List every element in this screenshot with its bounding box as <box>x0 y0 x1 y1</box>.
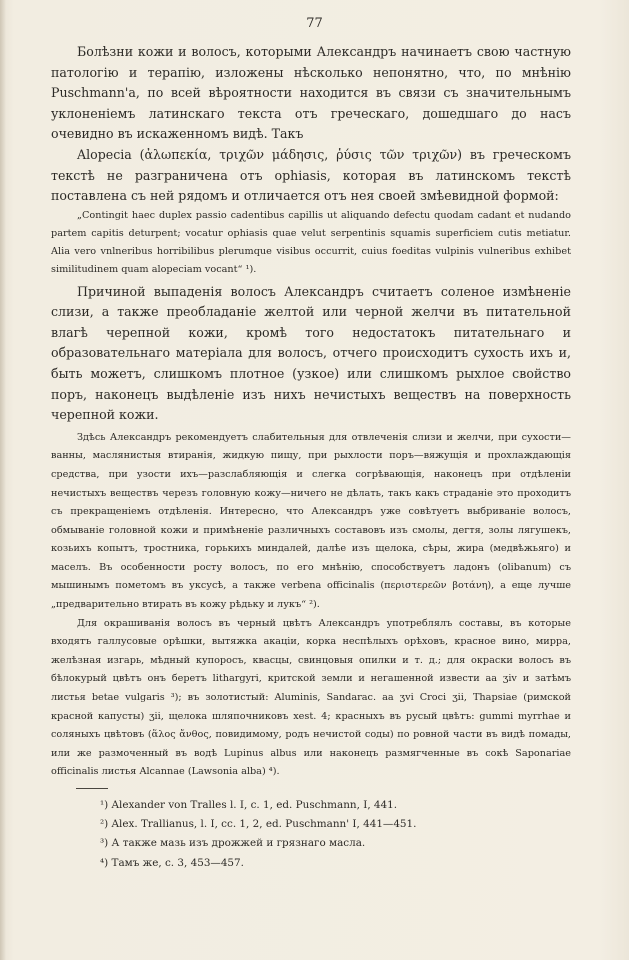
paragraph-hair-dyeing: Для окрашиванія волосъ въ черный цвѣтъ Александръ употреблялъ составы, въ которые входятъ галлусовые орѣшки, вытяжка акаціи, корка неспѣлыхъ орѣховъ, красное вино, мирра, желѣзная изгарь, мѣдный купоросъ, квасцы, свинцовыя опилки и т. д.; для окраски волосъ въ бѣлокурый цвѣтъ онъ беретъ lithargyri, критской земли и негашенной извести аа ʒiv и затѣмъ листья betae vulgaris ³); въ золотистый: Aluminis, Sandarac. аа ʒvi Croci ʒii, Thapsiae (римской красной капусты) ʒii, щелока шляпочниковъ xest. 4; красныхъ въ русый цвѣтъ: gummi myrrhae и соляныхъ цвѣтовъ (ἅλος ἄνθος, повидимому, родъ нечистой соды) по ровной части въ видѣ помады, или же размоченный въ водѣ Lupinus albus или наконецъ размягченные въ сокѣ Saponariae officinalis листья Alcannae (Lawsonia alba) ⁴). <box>51 617 571 778</box>
paragraph-alopecia: Alopecia (ἀλωπεκία, τριχῶν μάδησις, ῥύσις τῶν τριχῶν) въ греческомъ текстѣ не разграничена отъ ophiasis, которая въ латинскомъ текстѣ поставлена съ ней рядомъ и отличается отъ нея своей змѣевидной формой: <box>51 146 571 204</box>
main-text <box>51 42 571 782</box>
binding-shadow <box>0 0 6 960</box>
paragraph-treatment: Здѣсь Александръ рекомендуетъ слабительныя для отвлеченія слизи и желчи, при сухости—ванны, маслянистыя втиранія, жидкую пищу, при рыхлости поръ—вяжущія и прохлаждающія средства, при узости ихъ—разслабляющія и слегка согрѣвающія, наконецъ при отдѣленіи нечистыхъ веществъ черезъ головную кожу—ничего не дѣлать, такъ какъ страданіе это проходитъ съ прекращеніемъ отдѣленія. Интересно, что Александръ уже совѣтуетъ выбриваніе волосъ, обмываніе головной кожи и примѣненіе различныхъ составовъ изъ смолы, дегтя, золы лягушекъ, козьихъ копытъ, тростника, горькихъ миндалей, далѣе изъ щелока, сѣры, жира (медвѣжьяго) и маселъ. Въ особенности росту волосъ, по его мнѣнію, способствуетъ ладонъ (olibanum) съ мышинымъ пометомъ въ уксусѣ, а также verbena officinalis (περιστερεῶν βοτάνη), а еще лучше „предварительно втирать въ кожу рѣдьку и лукъ“ ²). <box>51 431 571 611</box>
paragraph-intro: Болѣзни кожи и волосъ, которыми Александръ начинаетъ свою частную патологію и терапію, изложены нѣсколько непонятно, что, по мнѣнію Puschmann'a, по всей вѣроятности находится въ связи съ значительнымъ уклоненіемъ латинскаго текста отъ греческаго, дошедшаго до насъ очевидно въ искаженномъ видѣ. Такъ <box>51 44 571 142</box>
footnote-4: ⁴) Тамъ же, с. 3, 453—457. <box>100 856 244 869</box>
footnote-rule <box>76 788 108 789</box>
paragraph-causes: Причиной выпаденія волосъ Александръ считаетъ соленое измѣненіе слизи, а также преобладаніе желтой или черной желчи въ питательной влагѣ черепной кожи, кромѣ того недостатокъ питательнаго и образовательнаго матеріала для волосъ, отчего происходитъ сухость ихъ и, быть можетъ, слишкомъ плотное (узкое) или слишкомъ рыхлое свойство поръ, наконецъ выдѣленіе изъ нихъ нечистыхъ веществъ на поверхность черепной кожи. <box>51 283 571 423</box>
page-number: 77 <box>306 16 323 31</box>
footnote-3: ³) А также мазь изъ дрожжей и грязнаго масла. <box>100 837 366 850</box>
footnote-1: ¹) Alexander von Tralles l. I, c. 1, ed. Puschmann, I, 441. <box>100 799 398 811</box>
footnotes <box>100 796 560 873</box>
latin-quotation: „Contingit haec duplex passio cadentibus capillis ut aliquando defectu quodam cadant et nudando partem capitis deturpent; vocatur ophiasis quae velut serpentinis squamis superficiem cutis metiatur. Alia vero vnlneribus horribilibus plerumque visibus occurrit, cuius foeditas vulpinis vulneribus exhibet similitudinem quam alopeciam vocant“ ¹). <box>51 209 571 276</box>
footnote-2: ²) Alex. Trallianus, l. I, cc. 1, 2, ed. Puschmann' I, 441—451. <box>100 818 417 831</box>
